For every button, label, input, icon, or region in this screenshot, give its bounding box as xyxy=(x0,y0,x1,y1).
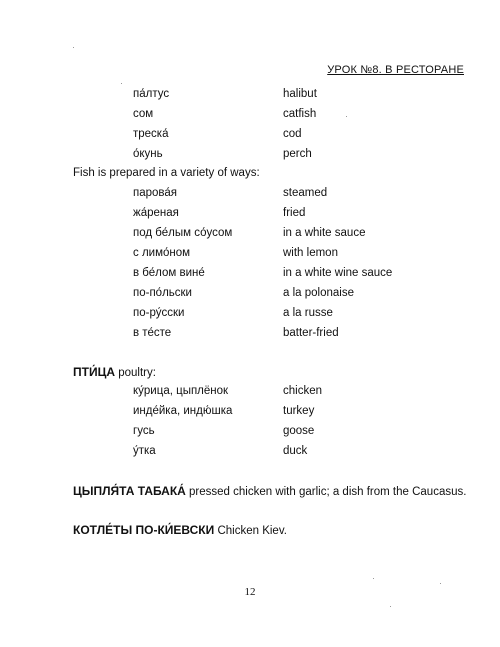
scan-speck xyxy=(121,83,122,84)
poultry-en-duck: duck xyxy=(283,445,308,457)
way-en-batter: batter-fried xyxy=(283,327,339,339)
way-ru-fried: жа́реная xyxy=(133,207,179,219)
way-ru-batter: в те́сте xyxy=(133,327,172,339)
way-en-steamed: steamed xyxy=(283,187,328,199)
fish-en-catfish: catfish xyxy=(283,108,317,120)
fish-ru-catfish: сом xyxy=(133,108,154,120)
fish-ways-heading: Fish is prepared in a variety of ways: xyxy=(73,167,260,179)
way-en-lemon: with lemon xyxy=(283,247,338,259)
kiev-title: КОТЛЕ́ТЫ ПО-КИ́ЕВСКИ xyxy=(73,523,215,537)
tabaka-title: ЦЫПЛЯ́ТА ТАБАКА́ xyxy=(73,484,186,498)
poultry-en-goose: goose xyxy=(283,425,315,437)
poultry-ru-duck: у́тка xyxy=(133,445,156,457)
tabaka-description: pressed chicken with garlic; a dish from the Caucasus. xyxy=(189,486,467,498)
poultry-heading-ru: ПТИ́ЦА xyxy=(73,365,116,379)
way-en-fried: fried xyxy=(283,207,306,219)
page-number: 12 xyxy=(244,586,256,598)
way-ru-white-sauce: под бе́лым со́усом xyxy=(133,227,233,239)
way-ru-polonaise: по-по́льски xyxy=(133,287,192,299)
way-ru-lemon: с лимо́ном xyxy=(133,247,191,259)
fish-ru-perch: о́кунь xyxy=(133,148,163,160)
scan-speck xyxy=(73,47,74,48)
fish-en-perch: perch xyxy=(283,148,312,160)
fish-ru-halibut: па́лтус xyxy=(133,88,170,100)
tabaka-paragraph xyxy=(73,481,473,503)
kiev-paragraph xyxy=(73,520,473,542)
lesson-header: УРОК №8. В РЕСТОРАНЕ xyxy=(327,64,464,76)
poultry-ru-goose: гусь xyxy=(133,425,155,437)
fish-en-cod: cod xyxy=(283,128,302,140)
way-en-white-wine: in a white wine sauce xyxy=(283,267,393,279)
scan-speck xyxy=(390,606,391,607)
poultry-heading xyxy=(73,365,156,379)
kiev-description: Chicken Kiev. xyxy=(217,525,287,537)
poultry-en-turkey: turkey xyxy=(283,405,315,417)
fish-en-halibut: halibut xyxy=(283,88,317,100)
scan-speck xyxy=(346,116,347,117)
poultry-ru-chicken: ку́рица, цыплёнок xyxy=(133,385,229,397)
way-ru-russe: по-ру́сски xyxy=(133,307,185,319)
poultry-ru-turkey: инде́йка, индю́шка xyxy=(133,405,233,417)
scan-speck xyxy=(440,583,441,584)
way-en-polonaise: a la polonaise xyxy=(283,287,354,299)
way-en-white-sauce: in a white sauce xyxy=(283,227,366,239)
way-ru-steamed: парова́я xyxy=(133,187,178,199)
way-en-russe: a la russe xyxy=(283,307,333,319)
poultry-heading-en: poultry: xyxy=(118,367,156,379)
way-ru-white-wine: в бе́лом вине́ xyxy=(133,267,205,279)
scan-speck xyxy=(373,578,374,579)
poultry-en-chicken: chicken xyxy=(283,385,322,397)
fish-ru-cod: треска́ xyxy=(133,128,169,140)
